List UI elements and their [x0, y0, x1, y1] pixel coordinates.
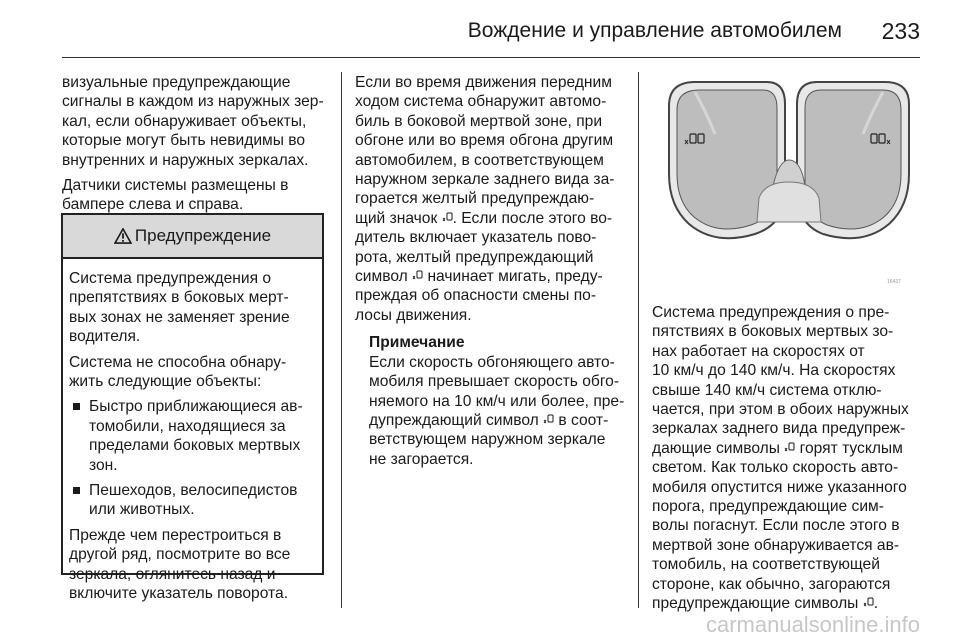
note-text [369, 353, 625, 469]
paragraph-intro [62, 73, 328, 170]
text-line: горается желтый предупреждаю- [355, 190, 595, 208]
text-line: томобиль, на соответствующей [652, 556, 880, 574]
text-line: дающие символы [652, 439, 785, 457]
note-block [355, 333, 625, 469]
text-line: жить следующие объекты: [69, 373, 262, 391]
text-line: мобиля превышает скорость обго- [369, 373, 620, 391]
warning-list [69, 397, 316, 519]
page-number: 233 [881, 18, 920, 44]
text-line: . Если после этого во- [452, 209, 613, 227]
text-line: зон. [89, 456, 118, 474]
text-line: бампере слева и справа. [62, 196, 244, 214]
text-line: дитель включает указатель пово- [355, 229, 597, 247]
text-line: сигналы в каждом из наружных зер- [62, 93, 324, 111]
text-line: . [873, 595, 879, 613]
text-line: пятствиях в боковых мертвых зо- [652, 323, 894, 341]
paragraph-sensors [62, 176, 328, 215]
text-line: автомобилем, в соответствующем [355, 151, 604, 169]
text-line: Быстро приближающиеся ав- [89, 398, 303, 416]
note-title: Примечание [369, 334, 465, 352]
text-line: биль в боковой мертвой зоне, при [355, 112, 603, 130]
list-item [69, 481, 316, 520]
text-line: чается, при этом в обоих наружных [652, 401, 909, 419]
text-line: Прежде чем перестроиться в [69, 526, 282, 544]
text-line: Пешеходов, велосипедистов [89, 482, 298, 500]
text-line: вых зонах не заменяет зрение [69, 308, 290, 326]
warning-paragraph [69, 526, 316, 604]
text-line: символ [355, 268, 413, 286]
text-line: кал, если обнаруживает объекты, [62, 112, 307, 130]
text-line: другой ряд, посмотрите во все [69, 546, 291, 564]
text-line: визуальные предупреждающие [62, 74, 291, 91]
text-line: предупреждающие символы [652, 595, 863, 613]
warning-body [63, 259, 322, 604]
blind-spot-car-icon [543, 414, 554, 426]
text-line: Система не способна обнару- [69, 353, 287, 371]
text-line: рота, желтый предупреждающий [355, 248, 594, 266]
column-middle [355, 73, 625, 469]
bullet-icon [73, 403, 80, 410]
text-line: волы погаснут. Если после этого в [652, 517, 900, 535]
text-line: начинает мигать, преду- [423, 268, 603, 286]
text-line: горят тусклым [795, 439, 903, 457]
page-header [0, 0, 960, 62]
text-line: светом. Как только скорость авто- [652, 459, 899, 477]
text-line: томобили, находящиеся за [89, 417, 286, 435]
column-divider-left [341, 72, 342, 608]
blind-spot-car-icon [442, 212, 453, 224]
blind-spot-car-icon [863, 597, 874, 609]
text-line: мобиля опустится ниже указанного [652, 478, 907, 496]
column-right [652, 303, 927, 614]
text-line: наружном зеркале заднего вида за- [355, 171, 615, 189]
warning-paragraph [69, 269, 316, 347]
warning-box [61, 213, 324, 603]
figure-id: 16437 [887, 279, 901, 285]
text-line: водителя. [69, 328, 141, 346]
page-title: Вождение и управление автомобилем [467, 19, 842, 42]
column-left [62, 73, 328, 221]
bullet-icon [73, 487, 80, 494]
text-line: Датчики системы размещены в [62, 177, 289, 195]
text-line: которые могут быть невидимы во [62, 132, 306, 150]
warning-paragraph [69, 353, 316, 392]
text-line: обгоне или во время обгона другим [355, 132, 614, 150]
text-line: лосы движения. [355, 306, 472, 324]
text-line: включите указатель поворота. [69, 585, 289, 603]
text-line: мертвой зоне обнаруживается ав- [652, 536, 900, 554]
warning-header [63, 215, 322, 259]
blind-spot-car-icon [784, 442, 795, 454]
text-line: Система предупреждения о пре- [652, 304, 890, 321]
text-line: не загорается. [369, 450, 474, 468]
list-item [69, 397, 316, 475]
text-line: стороне, как обычно, загораются [652, 575, 891, 593]
text-line: няемого на 10 км/ч или более, пре- [369, 392, 625, 410]
text-line: Система предупреждения о [69, 270, 272, 287]
paragraph-detection [355, 73, 625, 325]
text-line: зеркалах заднего вида предупреж- [652, 420, 906, 438]
text-line: дупреждающий символ [369, 411, 544, 429]
warning-title: Предупреждение [134, 226, 272, 245]
text-line: препятствиях в боковых мерт- [69, 289, 289, 307]
text-line: или животных. [89, 501, 195, 519]
header-divider [62, 57, 920, 58]
text-line: Если во время движения передним [355, 74, 612, 91]
text-line: в соот- [554, 411, 609, 429]
side-mirrors-figure [655, 74, 923, 288]
text-line: 10 км/ч до 140 км/ч. На скоростях [652, 362, 896, 380]
text-line: нах работает на скоростях от [652, 342, 865, 360]
text-line: внутренних и наружных зеркалах. [62, 151, 309, 169]
warning-triangle-icon [114, 228, 132, 244]
text-line: щий значок [355, 209, 442, 227]
text-line: Если скорость обгоняющего авто- [369, 353, 615, 371]
text-line: зеркала, оглянитесь назад и [69, 565, 276, 583]
text-line: свыше 140 км/ч система отклю- [652, 381, 882, 399]
blind-spot-car-icon [412, 270, 423, 282]
text-line: преждая об опасности смены по- [355, 287, 597, 305]
mirror-illustration [655, 74, 923, 288]
text-line: порога, предупреждающие сим- [652, 498, 884, 516]
text-line: пределами боковых мертвых [89, 437, 301, 455]
text-line: ветствующем наружном зеркале [369, 431, 606, 449]
watermark: carmanualsonline.info [705, 612, 920, 637]
text-line: ходом система обнаружит автомо- [355, 93, 607, 111]
column-divider-right [638, 72, 639, 608]
